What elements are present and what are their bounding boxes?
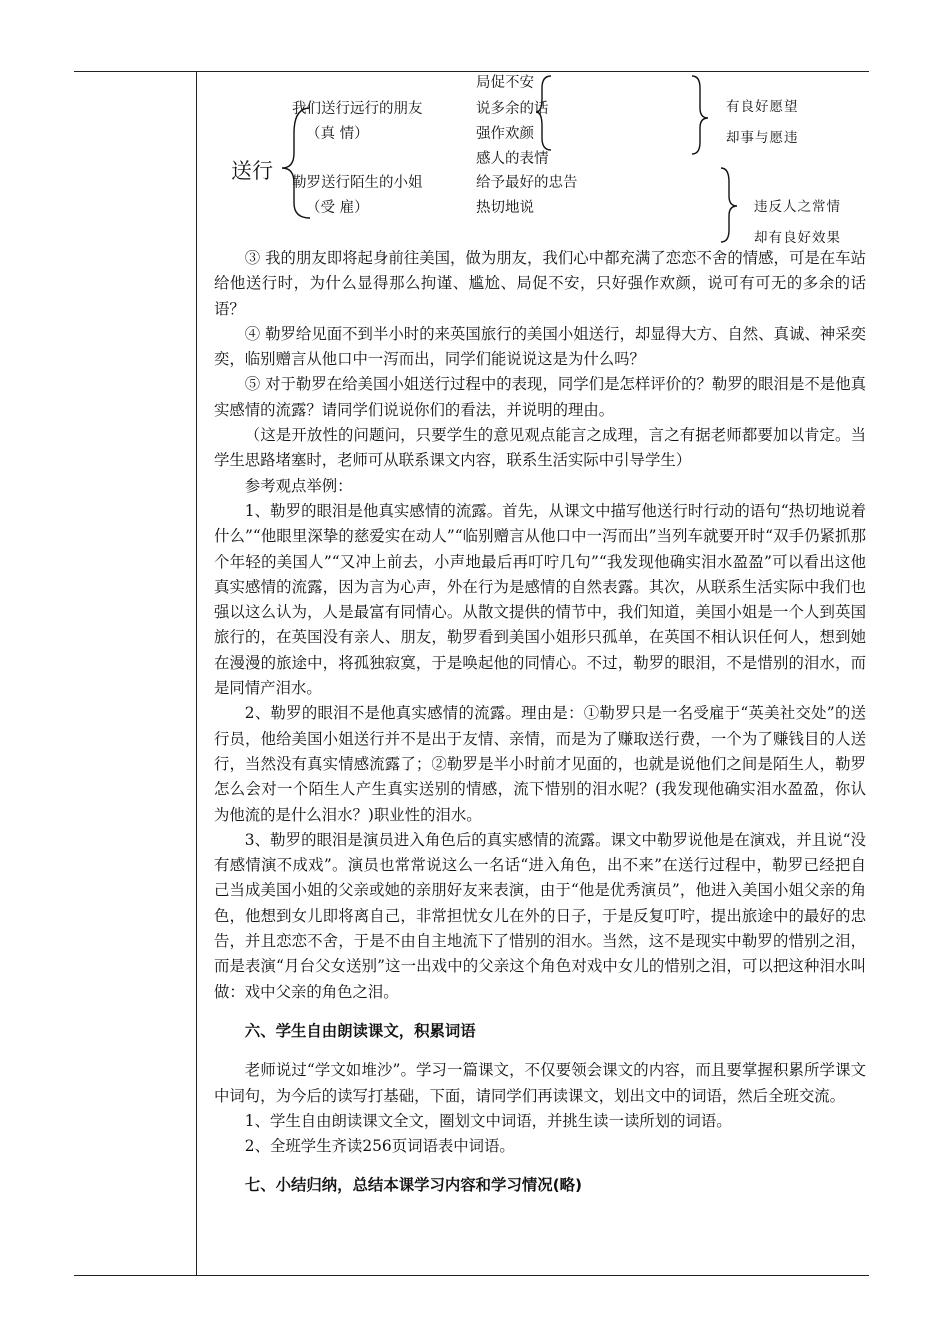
result1-item: 却事与愿违 <box>726 130 799 146</box>
lesson-content <box>214 68 866 1213</box>
branch2-line1: 勒罗送行陌生的小姐 <box>292 175 423 191</box>
farewell-diagram <box>214 68 866 246</box>
lesson-body <box>214 246 866 1199</box>
section-6-paragraph: 老师说过“学文如堆沙”。学习一篇课文，不仅要领会课文的内容，而且要掌握积累所学课文中词句，为今后的读写打基础，下面，请同学们再读课文，划出文中的词语，然后全班交流。 <box>214 1061 866 1105</box>
group2-item: 热切地说 <box>476 200 534 216</box>
teacher-note: （这是开放性的问题问，只要学生的意见观点能言之成理，言之有据老师都要加以肯定。当学生思路堵塞时，老师可从联系课文内容，联系生活实际中引导学生） <box>214 426 866 470</box>
question-3: ③ 我的朋友即将起身前往美国，做为朋友，我们心中都充满了恋恋不舍的情感，可是在车站给他送行时，为什么显得那么拘谨、尴尬、局促不安，只好强作欢颜，说可有可无的多余的话语？ <box>214 249 866 318</box>
section-7-heading: 七、小结归纳，总结本课学习内容和学习情况(略) <box>244 1176 583 1195</box>
section-6-heading: 六、学生自由朗读课文，积累词语 <box>244 1021 476 1040</box>
question-5: ⑤ 对于勒罗在给美国小姐送行过程中的表现，同学们是怎样评价的？勒罗的眼泪是不是他真实感情的流露？请同学们说说你们的看法，并说明的理由。 <box>214 375 866 419</box>
table-bottom-border <box>74 1275 869 1276</box>
viewpoint-3: 3、勒罗的眼泪是演员进入角色后的真实感情的流露。课文中勒罗说他是在演戏，并且说“没有感情演不成戏”。演员也常常说这么一名话“进入角色，出不来”在送行过程中，勒罗已经把自己当成美国小姐的父亲或她的亲朋好友来表演，由于“他是优秀演员”，他进入美国小姐父亲的角色，他想到女儿即将离自己，非常担忧女儿在外的日子，于是反复叮咛，提出旅途中的最好的忠告，并且恋恋不舍，于是不由自主地流下了惜别的泪水。当然，这不是现实中勒罗的惜别之泪，而是表演“月台父女送别”这一出戏中的父亲这个角色对戏中女儿的惜别之泪，可以把这种泪水叫做：戏中父亲的角色之泪。 <box>214 830 866 1001</box>
branch2-line2: （受 雇） <box>306 200 369 216</box>
group1-item: 局促不安 <box>476 75 534 91</box>
group1-item: 说多余的话 <box>476 101 549 117</box>
viewpoint-1: 1、勒罗的眼泪是他真实感情的流露。首先，从课文中描写他送行时行动的语句“热切地说着什么”“他眼里深挚的慈爱实在动人”“临别赠言从他口中一泻而出”当列车就要开时“双手仍紧抓那个年轻的美国人”“又冲上前去，小声地最后再叮咛几句”“我发现他确实泪水盈盈”可以看出这他真实感情的流露，因为言为心声，外在行为是感情的自然表露。其次，从联系生活实际中我们也强以这么认为，人是最富有同情心。从散文提供的情节中，我们知道，美国小姐是一个人到英国旅行的，在英国没有亲人、朋友，勒罗看到美国小姐形只孤单，在英国不相认识任何人，想到她在漫漫的旅途中，将孤独寂寞，于是唤起他的同情心。不过，勒罗的眼泪，不是惜别的泪水，而是同情产泪水。 <box>214 501 866 698</box>
group1-item: 强作欢颜 <box>476 126 534 142</box>
result1-item: 有良好愿望 <box>726 99 799 115</box>
question-4: ④ 勒罗给见面不到半小时的来英国旅行的美国小姐送行，却显得大方、自然、真诚、神采奕奕，临别赠言从他口中一泻而出，同学们能说说这是为什么吗？ <box>214 324 866 369</box>
result2-item: 违反人之常情 <box>754 199 841 215</box>
branch1-line2: （真 情） <box>306 126 369 142</box>
branch1-line1: 我们送行远行的朋友 <box>292 101 423 117</box>
reference-title: 参考观点举例： <box>244 476 353 495</box>
result2-item: 却有良好效果 <box>754 230 841 246</box>
diagram-main-label: 送行 <box>231 159 273 183</box>
section-6-step-2: 2、全班学生齐读256页词语表中词语。 <box>244 1137 515 1156</box>
group2-item: 感人的表情 <box>476 151 549 167</box>
result2-brace <box>721 168 737 242</box>
table-column-divider <box>196 72 197 1276</box>
result1-brace <box>692 76 708 154</box>
section-6-step-1: 1、学生自由朗读课文全文，圈划文中词语，并挑生读一读所划的词语。 <box>244 1111 732 1130</box>
group2-item: 给予最好的忠告 <box>476 175 578 191</box>
viewpoint-2: 2、勒罗的眼泪不是他真实感情的流露。理由是：①勒罗只是一名受雇于“英美社交处”的送行员，他给美国小姐送行并不是出于友情、亲情，而是为了赚取送行费，一个为了赚钱目的人送行，当然没有真实情感流露了；②勒罗是半小时前才见面的，也就是说他们之间是陌生人，勒罗怎么会对一个陌生人产生真实送别的情感，流下惜别的泪水呢？(我发现他确实泪水盈盈，你认为他流的是什么泪水？)职业性的泪水。 <box>214 704 866 824</box>
